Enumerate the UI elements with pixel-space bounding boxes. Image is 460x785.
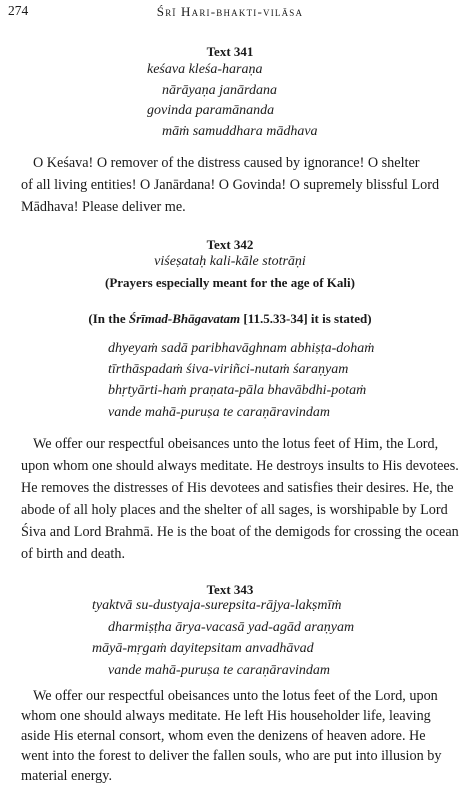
verse-line: māṁ samuddhara mādhava (162, 124, 318, 139)
translation-line: of all living entities! O Janārdana! O Govinda! O supremely blissful Lord (21, 177, 440, 193)
verse-line: vande mahā-puruṣa te caraṇāravindam (108, 663, 331, 678)
translation-line: abode of all holy places and the shelter of all sages, is worshipable by Lord (21, 502, 448, 518)
prayers-note: (Prayers especially meant for the age of Kali) (105, 275, 355, 290)
translation-line: upon whom one should always meditate. He destroys insults to His devotees. (21, 458, 459, 474)
quote-line: tīrthāspadaṁ śiva-viriñci-nutaṁ śaraṇyam (108, 362, 349, 377)
quote-line: bhṛtyārti-haṁ praṇata-pāla bhavābdhi-potaṁ (108, 383, 367, 398)
translation-line: aside His eternal consort, whom even the denizens of heaven adore. He (21, 728, 426, 744)
text-342-heading: Text 342 (206, 237, 254, 252)
translation-line: He removes the distresses of His devotees and satisfies their desires. He, the (21, 480, 454, 496)
verse-line: tyaktvā su-dustyaja-surepsita-rājya-lakṣmīṁ (92, 598, 342, 613)
verse-line: keśava kleśa-haraṇa (147, 62, 263, 77)
verse-line: govinda paramānanda (147, 103, 275, 118)
translation-line: of birth and death. (21, 546, 126, 562)
text-343-heading: Text 343 (206, 582, 254, 597)
source-title: Śrīmad-Bhāgavatam (128, 311, 241, 326)
verse-line: dharmiṣṭha ārya-vacasā yad-agād araṇyam (108, 620, 355, 635)
translation-line: Śiva and Lord Brahmā. He is the boat of the demigods for crossing the ocean (21, 524, 459, 540)
translation-line: material energy. (21, 768, 112, 784)
quote-line: vande mahā-puruṣa te caraṇāravindam (108, 405, 331, 420)
source-note: (In the Śrīmad-Bhāgavatam [11.5.33-34] it is stated) (88, 311, 372, 326)
page-number: 274 (8, 3, 29, 18)
verse-line: māyā-mṛgaṁ dayitepsitam anvadhāvad (92, 641, 314, 656)
translation-line: We offer our respectful obeisances unto the lotus feet of Him, the Lord, (33, 436, 439, 452)
translation-line: went into the forest to deliver the fallen souls, who are put into illusion by (21, 748, 442, 764)
translation-line: Mādhava! Please deliver me. (21, 199, 186, 215)
verse-line: nārāyaṇa janārdana (162, 83, 277, 98)
verse-line: viśeṣataḥ kali-kāle stotrāṇi (154, 254, 306, 269)
translation-line: whom one should always meditate. He left His householder life, leaving (21, 708, 431, 724)
translation-line: O Keśava! O remover of the distress caused by ignorance! O shelter (33, 155, 420, 171)
quote-line: dhyeyaṁ sadā paribhavāghnam abhiṣṭa-dohaṁ (108, 341, 375, 356)
translation-line: We offer our respectful obeisances unto the lotus feet of the Lord, upon (33, 688, 438, 704)
text-341-heading: Text 341 (206, 44, 254, 59)
running-head: Śrī Hari-bhakti-vilāsa (156, 4, 304, 19)
